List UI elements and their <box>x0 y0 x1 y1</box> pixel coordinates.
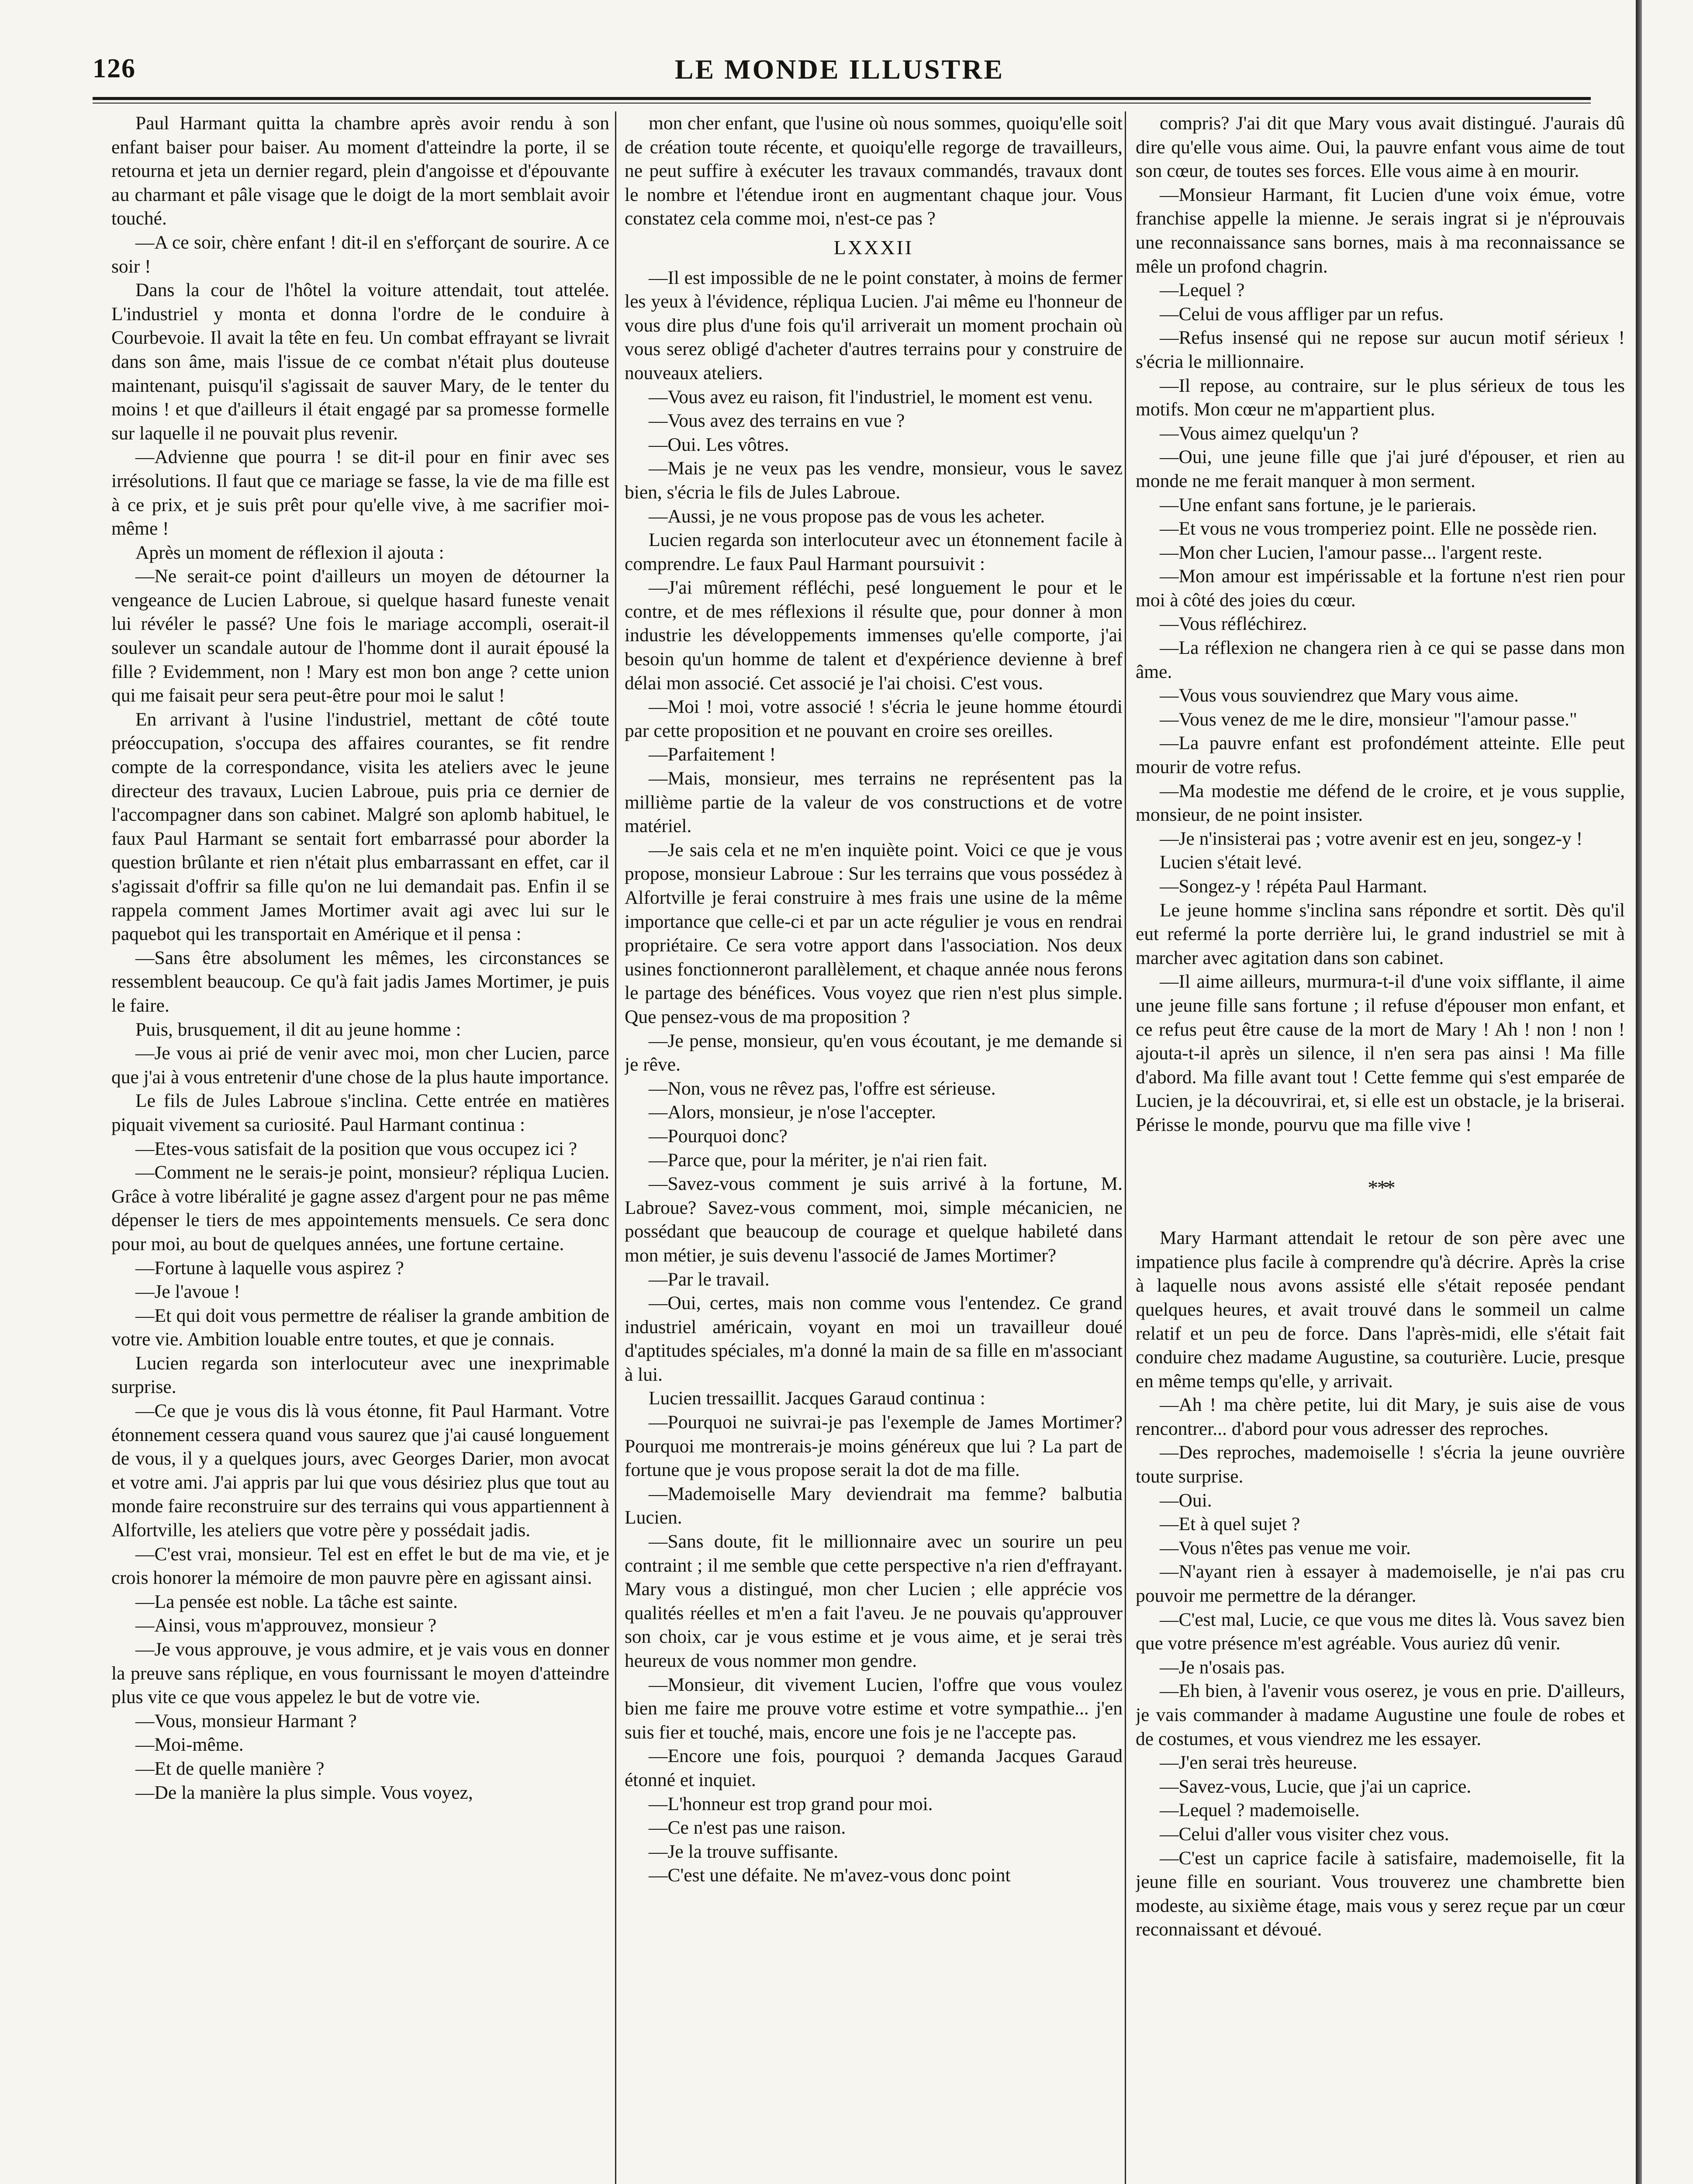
paragraph: —La réflexion ne changera rien à ce qui se passe dans mon âme. <box>1136 637 1625 682</box>
paragraph: —C'est vrai, monsieur. Tel est en effet le but de ma vie, et je crois honorer la mémoire de mon pauvre père en agissant ainsi. <box>111 1543 609 1589</box>
paragraph: —Moi ! moi, votre associé ! s'écria le jeune homme étourdi par cette proposition et ne pouvant en croire ses oreilles. <box>625 696 1123 741</box>
paragraph: —C'est une défaite. Ne m'avez-vous donc point <box>649 1865 1011 1886</box>
paragraph: —Vous réfléchirez. <box>1160 613 1307 635</box>
paragraph: —Moi-même. <box>135 1734 244 1755</box>
text-column-1 <box>111 111 609 2184</box>
column-divider <box>615 111 616 2184</box>
paragraph: —Celui de vous affliger par un refus. <box>1160 303 1444 325</box>
text-column-2 <box>625 111 1123 2184</box>
paragraph: Lucien regarda son interlocuteur avec une inexprimable surprise. <box>111 1352 609 1398</box>
paragraph: —Ainsi, vous m'approuvez, monsieur ? <box>135 1615 437 1636</box>
column-divider <box>1125 111 1126 2184</box>
paragraph: —Et à quel sujet ? <box>1160 1514 1300 1535</box>
paragraph: —Vous venez de me le dire, monsieur "l'amour passe." <box>1160 708 1577 730</box>
paragraph: —Vous aimez quelqu'un ? <box>1160 422 1359 444</box>
paragraph: —Je n'osais pas. <box>1160 1656 1285 1678</box>
paragraph: Le fils de Jules Labroue s'inclina. Cette entrée en matières piquait vivement sa curiosité. Paul Harmant continua : <box>111 1090 609 1135</box>
paragraph: —Celui d'aller vous visiter chez vous. <box>1160 1823 1449 1845</box>
paragraph: Mary Harmant attendait le retour de son père avec une impatience plus facile à comprendre qu'à décrire. Après la crise à laquelle nous avons assisté elle s'était reposée pendant quelques heures, et avait trouvé dans le sommeil un calme relatif et un peu de force. Dans l'après-midi, elle s'était fait conduire chez madame Augustine, sa couturière. Lucie, presque en même temps qu'elle, y arrivait. <box>1136 1227 1625 1392</box>
paragraph: —Pourquoi donc? <box>649 1125 788 1147</box>
paragraph: —Je n'insisterai pas ; votre avenir est en jeu, songez-y ! <box>1160 828 1583 849</box>
paragraph: —Je vous ai prié de venir avec moi, mon cher Lucien, parce que j'ai à vous entretenir d'une chose de la plus haute importance. <box>111 1043 609 1088</box>
text-column-3 <box>1136 111 1625 2184</box>
paragraph: —Refus insensé qui ne repose sur aucun motif sérieux ! s'écria le millionnaire. <box>1136 327 1625 372</box>
chapter-heading: LXXXII <box>833 236 914 259</box>
paragraph: —Mais je ne veux pas les vendre, monsieur, vous le savez bien, s'écria le fils de Jules Labroue. <box>625 458 1123 503</box>
paragraph: —Je la trouve suffisante. <box>649 1841 839 1862</box>
paragraph: —Vous avez eu raison, fit l'industriel, le moment est venu. <box>649 386 1093 408</box>
paragraph: —Une enfant sans fortune, je le parierais. <box>1160 494 1476 515</box>
paragraph: —Alors, monsieur, je n'ose l'accepter. <box>649 1102 936 1123</box>
paragraph: —Songez-y ! répéta Paul Harmant. <box>1160 876 1427 897</box>
paragraph: —Vous n'êtes pas venue me voir. <box>1160 1537 1411 1559</box>
paragraph: —Monsieur Harmant, fit Lucien d'une voix émue, votre franchise appelle la mienne. Je serais ingrat si je n'éprouvais une reconnaissance sans bornes, mais à ma reconnaissance se mêle un profond chagrin. <box>1136 184 1625 277</box>
header-rule-thin <box>93 103 1591 104</box>
paragraph: —Et vous ne vous tromperiez point. Elle ne possède rien. <box>1160 518 1597 539</box>
paragraph: —La pensée est noble. La tâche est sainte. <box>135 1591 458 1612</box>
paragraph: —J'ai mûrement réfléchi, pesé longuement le pour et le contre, et de mes réflexions il résulte que, pour donner à mon industrie les développements immenses qu'elle comporte, j'ai besoin qu'un homme de talent et d'expérience devienne à bref délai mon associé. Cet associé je l'ai choisi. C'est vous. <box>625 577 1123 694</box>
header-rule <box>93 97 1591 100</box>
paragraph: Dans la cour de l'hôtel la voiture attendait, tout attelée. L'industriel y monta et donna l'ordre de le conduire à Courbevoie. Il avait la tête en feu. Un combat effrayant se livrait dans son âme, mais l'issue de ce combat n'était plus douteuse maintenant, puisqu'il s'agissait de sauver Mary, de le tenter du moins ! et que d'ailleurs il était engagé par sa promesse formelle sur laquelle il ne pouvait plus revenir. <box>111 280 609 444</box>
paragraph: —Vous vous souviendrez que Mary vous aime. <box>1160 685 1519 706</box>
paragraph: —Ah ! ma chère petite, lui dit Mary, je suis aise de vous rencontrer... d'abord pour vous adresser des reproches. <box>1136 1394 1625 1439</box>
paragraph: —Mademoiselle Mary deviendrait ma femme? balbutia Lucien. <box>625 1483 1123 1528</box>
paragraph: Lucien regarda son interlocuteur avec un étonnement facile à comprendre. Le faux Paul Harmant poursuivit : <box>625 529 1123 574</box>
paragraph: Lucien tressaillit. Jacques Garaud continua : <box>649 1388 985 1409</box>
paragraph: —De la manière la plus simple. Vous voyez, <box>135 1782 473 1803</box>
paragraph: —L'honneur est trop grand pour moi. <box>649 1793 933 1814</box>
page-number: 126 <box>93 54 136 83</box>
paragraph: —Sans doute, fit le millionnaire avec un sourire un peu contraint ; il me semble que cette perspective n'a rien d'effrayant. Mary vous a distingué, mon cher Lucien ; elle apprécie vos qualités réelles et m'en a fait l'aveu. Je ne pouvais qu'approuver son choix, car je vous estime et je vous aime, et je serai très heureux de vous nommer mon gendre. <box>625 1531 1123 1671</box>
paragraph: —Je l'avoue ! <box>135 1281 240 1303</box>
paragraph: —La pauvre enfant est profondément atteinte. Elle peut mourir de votre refus. <box>1136 733 1625 778</box>
paragraph: —Mon amour est impérissable et la fortune n'est rien pour moi à côté des joies du cœur. <box>1136 566 1625 611</box>
paragraph: —Comment ne le serais-je point, monsieur? répliqua Lucien. Grâce à votre libéralité je gagne assez d'argent pour ne pas même dépenser le tiers de mes appointements mensuels. Ce sera donc pour moi, au bout de quelques années, une fortune certaine. <box>111 1162 609 1254</box>
paragraph: —C'est mal, Lucie, ce que vous me dites là. Vous savez bien que votre présence m'est agréable. Vous auriez dû venir. <box>1136 1609 1625 1654</box>
paragraph: —Ma modestie me défend de le croire, et je vous supplie, monsieur, de ne point insister. <box>1136 780 1625 826</box>
paragraph: —Je sais cela et ne m'en inquiète point. Voici ce que je vous propose, monsieur Labroue : Sur les terrains que vous possédez à Alfortville je ferai construire à mes frais une usine de la même importance que celle-ci et par un acte régulier je vous en rendrai propriétaire. Ce sera votre apport dans l'association. Nos deux usines fonctionneront parallèlement, et chaque année nous ferons le partage des bénéfices. Vous voyez que rien n'est plus simple. Que pensez-vous de ma proposition ? <box>625 839 1123 1027</box>
paragraph: —Pourquoi ne suivrai-je pas l'exemple de James Mortimer? Pourquoi me montrerais-je moins généreux que lui ? La part de fortune que je vous propose serait la dot de ma fille. <box>625 1412 1123 1481</box>
paragraph: —Savez-vous, Lucie, que j'ai un caprice. <box>1160 1776 1472 1797</box>
page-binding-edge <box>1636 0 1642 2184</box>
paragraph: —Lequel ? mademoiselle. <box>1160 1800 1360 1821</box>
paragraph: —Mon cher Lucien, l'amour passe... l'argent reste. <box>1160 542 1543 563</box>
paragraph: —Oui, certes, mais non comme vous l'entendez. Ce grand industriel américain, voyant en moi un travailleur doué d'aptitudes spéciales, m'a donné la main de sa fille en m'associant à lui. <box>625 1292 1123 1385</box>
paragraph: —Et qui doit vous permettre de réaliser la grande ambition de votre vie. Ambition louable entre toutes, et que je connais. <box>111 1305 609 1350</box>
paragraph: —Parce que, pour la mériter, je n'ai rien fait. <box>649 1149 988 1171</box>
paragraph: —Et de quelle manière ? <box>135 1758 325 1779</box>
paragraph: —Savez-vous comment je suis arrivé à la fortune, M. Labroue? Savez-vous comment, moi, simple mécanicien, ne possédant que beaucoup de courage et quelque habileté dans mon métier, je suis devenu l'associé de James Mortimer? <box>625 1173 1123 1266</box>
paragraph: —Par le travail. <box>649 1268 770 1290</box>
paragraph: Le jeune homme s'inclina sans répondre et sortit. Dès qu'il eut refermé la porte derrière lui, le grand industriel se mit à marcher avec agitation dans son cabinet. <box>1136 899 1625 968</box>
paragraph: —Ne serait-ce point d'ailleurs un moyen de détourner la vengeance de Lucien Labroue, si quelque hasard funeste venait lui révéler le passé? Une fois le mariage accompli, oserait-il soulever un scandale autour de l'homme dont il aurait épousé la fille ? Evidemment, non ! Mary est mon bon ange ? cette union qui me faisait peur sera peut-être pour moi le salut ! <box>111 566 609 706</box>
paragraph: —J'en serai très heureuse. <box>1160 1752 1358 1773</box>
paragraph: —Je vous approuve, je vous admire, et je vais vous en donner la preuve sans réplique, en vous fournissant le moyen d'atteindre plus vite ce que vous appelez le but de votre vie. <box>111 1639 609 1708</box>
paragraph: —Il est impossible de ne le point constater, à moins de fermer les yeux à l'évidence, répliqua Lucien. J'ai même eu l'honneur de vous dire plus d'une fois qu'il arriverait un moment prochain où vous serez obligé d'acheter d'autres terrains pour y construire de nouveaux ateliers. <box>625 267 1123 384</box>
paragraph: —Des reproches, mademoiselle ! s'écria la jeune ouvrière toute surprise. <box>1136 1442 1625 1487</box>
paragraph: —Fortune à laquelle vous aspirez ? <box>135 1257 404 1279</box>
paragraph: Après un moment de réflexion il ajouta : <box>135 542 444 563</box>
paragraph: compris? J'ai dit que Mary vous avait distingué. J'aurais dû dire qu'elle vous aime. Oui, la pauvre enfant vous aime de tout son cœur, de toutes ses forces. Elle vous aime à en mourir. <box>1136 113 1625 182</box>
paragraph: —Oui, une jeune fille que j'ai juré d'épouser, et rien au monde ne me ferait manquer à mon serment. <box>1136 446 1625 491</box>
paragraph: —Monsieur, dit vivement Lucien, l'offre que vous voulez bien me faire me prouve votre estime et votre sympathie... j'en suis fier et touché, mais, encore une fois je ne l'accepte pas. <box>625 1674 1123 1743</box>
paragraph: —Sans être absolument les mêmes, les circonstances se ressemblent beaucoup. Ce qu'à fait jadis James Mortimer, je puis le faire. <box>111 947 609 1016</box>
paragraph: —Ce que je vous dis là vous étonne, fit Paul Harmant. Votre étonnement cessera quand vous saurez que j'ai causé longuement de vous, il y a quelques jours, avec Georges Darier, mon avocat et votre ami. J'ai appris par lui que vous désiriez plus que tout au monde faire reconstruire sur des terrains qui vous appartiennent à Alfortville, les ateliers que votre père y possédait jadis. <box>111 1400 609 1541</box>
paragraph: —Lequel ? <box>1160 280 1245 301</box>
section-break: * ** <box>1368 1176 1393 1199</box>
paragraph: —Vous avez des terrains en vue ? <box>649 410 905 432</box>
paragraph: —N'ayant rien à essayer à mademoiselle, je n'ai pas cru pouvoir me permettre de la déranger. <box>1136 1561 1625 1607</box>
paragraph: —A ce soir, chère enfant ! dit-il en s'efforçant de sourire. A ce soir ! <box>111 232 609 277</box>
paragraph: —Il repose, au contraire, sur le plus sérieux de tous les motifs. Mon cœur ne m'appartient plus. <box>1136 375 1625 420</box>
paragraph: —Eh bien, à l'avenir vous oserez, je vous en prie. D'ailleurs, je vais commander à madame Augustine une foule de robes et de costumes, et vous viendrez me les essayer. <box>1136 1680 1625 1749</box>
paragraph: mon cher enfant, que l'usine où nous sommes, quoiqu'elle soit de création toute récente, et quoiqu'elle regorge de travailleurs, ne peut suffire à exécuter les travaux commandés, travaux dont le nombre et l'étendue iront en augmentant chaque jour. Vous constatez cela comme moi, n'est-ce pas ? <box>625 113 1123 229</box>
paragraph: —Il aime ailleurs, murmura-t-il d'une voix sifflante, il aime une jeune fille sans fortune ; il refuse d'épouser mon enfant, et ce refus peut être cause de la mort de Mary ! Ah ! non ! non ! ajouta-t-il après un silence, il n'en sera pas ainsi ! Ma fille d'abord. Ma fille avant tout ! Cette femme qui s'est emparée de Lucien, je la découvrirai, et, si elle est un obstacle, je la briserai. Périsse le monde, pourvu que ma fille vive ! <box>1136 971 1625 1135</box>
paragraph: —Oui. Les vôtres. <box>649 434 789 455</box>
paragraph: —Non, vous ne rêvez pas, l'offre est sérieuse. <box>649 1078 996 1099</box>
page-header <box>93 53 1586 97</box>
paragraph: —Ce n'est pas une raison. <box>649 1817 846 1838</box>
paragraph: —Parfaitement ! <box>649 744 776 765</box>
paragraph: Lucien s'était levé. <box>1160 852 1302 873</box>
paragraph: —Encore une fois, pourquoi ? demanda Jacques Garaud étonné et inquiet. <box>625 1745 1123 1790</box>
paragraph: —C'est un caprice facile à satisfaire, mademoiselle, fit la jeune fille en souriant. Vous trouverez une chambrette bien modeste, au sixième étage, mais vous y serez reçue par un cœur reconnaissant et dévoué. <box>1136 1847 1625 1940</box>
paragraph: —Advienne que pourra ! se dit-il pour en finir avec ses irrésolutions. Il faut que ce mariage se fasse, la vie de ma fille est à ce prix, et je suis prêt pour qu'elle vive, à me sacrifier moi-même ! <box>111 446 609 539</box>
paragraph: —Je pense, monsieur, qu'en vous écoutant, je me demande si je rêve. <box>625 1030 1123 1075</box>
paragraph: —Mais, monsieur, mes terrains ne représentent pas la millième partie de la valeur de vos constructions et de votre matériel. <box>625 768 1123 837</box>
journal-title: LE MONDE ILLUSTRE <box>674 54 1005 85</box>
paragraph: —Aussi, je ne vous propose pas de vous les acheter. <box>649 505 1045 527</box>
paragraph: —Vous, monsieur Harmant ? <box>135 1710 357 1731</box>
paragraph: Puis, brusquement, il dit au jeune homme : <box>135 1019 461 1040</box>
paragraph: —Etes-vous satisfait de la position que vous occupez ici ? <box>135 1138 577 1159</box>
paragraph: —Oui. <box>1160 1489 1212 1511</box>
paragraph: Paul Harmant quitta la chambre après avoir rendu à son enfant baiser pour baiser. Au moment d'atteindre la porte, il se retourna et jeta un dernier regard, plein d'angoisse et d'épouvante au charmant et pâle visage que le doigt de la mort semblait avoir touché. <box>111 113 609 229</box>
paragraph: En arrivant à l'usine l'industriel, mettant de côté toute préoccupation, s'occupa des affaires courantes, se fit rendre compte de la correspondance, visita les ateliers avec le jeune directeur des travaux, Lucien Labroue, puis pria ce dernier de l'accompagner dans son cabinet. Malgré son aplomb habituel, le faux Paul Harmant se sentait fort embarrassé pour aborder la question brûlante et rien n'était plus embarrassant en effet, car il s'agissait d'offrir sa fille qu'on ne lui demandait pas. Enfin il se rappela comment James Mortimer avait agi avec lui sur le paquebot qui les transportait en Amérique et il pensa : <box>111 708 609 945</box>
